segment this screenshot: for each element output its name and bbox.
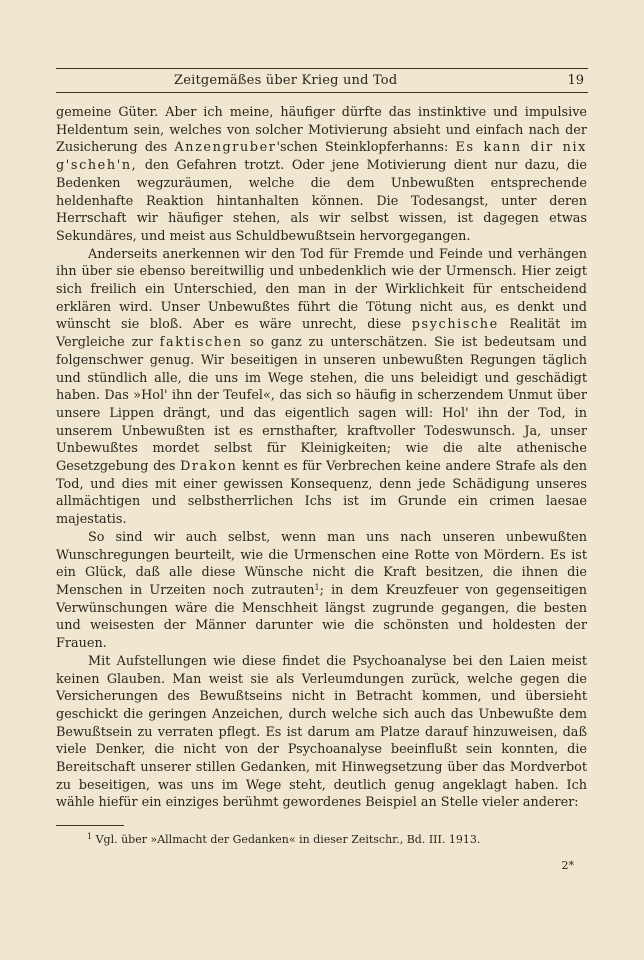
- text-run: Realität im Vergleiche zur: [56, 317, 587, 351]
- text-run: 'schen Steinklopferhanns:: [276, 140, 449, 156]
- paragraph-1: [56, 104, 587, 246]
- paragraph-3: [56, 529, 587, 653]
- paragraph-4: [56, 653, 587, 812]
- footnote-mark: 1: [87, 832, 93, 841]
- footnote-reference[interactable]: 1: [314, 582, 320, 592]
- text-run: den Gefahren trotzt. Oder jene Motivierung dient nur dazu, die Bedenken wegzuräumen, welche die dem Unbewußten entsprechende heldenhafte Reaktion hintanhalten können. Die Todesangst, unter deren Herrschaft wir häufiger stehen, als wir selbst wissen, ist dagegen etwas Sekundäres, und meist aus Schuldbewußtsein hervorgegangen.: [56, 158, 587, 244]
- spaced-word: faktischen: [159, 335, 243, 351]
- spaced-word: psychische: [411, 317, 499, 333]
- text-run: Mit Aufstellungen wie diese findet die Psychoanalyse bei den Laien meist keinen Glauben. Man weist sie als Verleumdungen zurück, welche gegen die Versicherungen des Bewußtseins nicht in Betracht kommen, und übersieht geschickt die geringen Anzeichen, durch welche sich auch das Unbewußte dem Bewußtsein zu verraten pflegt. Es ist darum am Platze darauf hinzuweisen, daß viele Denker, die nicht von der Psychoanalyse beeinflußt sein konnten, die Bereitschaft unserer stillen Gedanken, mit Hinwegsetzung über das Mordverbot zu beseitigen, was uns im Wege steht, deutlich genug angeklagt haben. Ich wähle hiefür ein einziges berühmt gewordenes Beispiel an Stelle vieler anderer:: [56, 653, 587, 811]
- body-text: [56, 104, 587, 812]
- text-run: So sind wir auch selbst, wenn man uns nach unseren unbewußten Wunschregungen beurteilt, wie die Urmenschen eine Rotte von Mördern. Es ist ein Glück, daß alle diese Wünsche nicht die Kraft besitzen, die ihnen die Menschen in Urzeiten noch zutrauten: [56, 529, 587, 598]
- page-number: 19: [567, 73, 584, 88]
- paragraph-2: [56, 246, 587, 529]
- spaced-name: Drakon: [180, 459, 238, 475]
- text-run: ; in dem Kreuzfeuer von gegenseitigen Verwünschungen wäre die Menschheit längst zugrunde gegangen, die besten und weisesten der Männer darunter wie die schönsten und holdesten der Frauen.: [56, 582, 587, 652]
- top-rule: [56, 68, 588, 69]
- footnote-rule: [56, 825, 124, 826]
- text-run: gemeine Güter. Aber ich meine, häufiger dürfte das instinktive und impulsive Heldentum sein, welches von solcher Motivierung absieht und einfach nach der Zusicherung des: [56, 105, 587, 156]
- text-run: Anderseits anerkennen wir den Tod für Fremde und Feinde und verhängen ihn über sie ebenso bereitwillig und unbedenklich wie der Urmensch. Hier zeigt sich freilich ein Unterschied, den man in der Wirklichkeit für entscheidend erklären wird. Unser Unbewußtes führt die Tötung nicht aus, es denkt und wünscht sie bloß. Aber es wäre unrecht, diese: [56, 246, 587, 333]
- text-run: so ganz zu unterschätzen. Sie ist bedeutsam und folgenschwer genug. Wir beseitigen in unseren unbewußten Regungen täglich und stündlich alle, die uns im Wege stehen, die uns beleidigt und geschädigt haben. Das »Hol' ihn der Teufel«, das sich so häufig in scherzendem Unmut über unsere Lippen drängt, und das eigentlich sagen will: Hol' ihn der Tod, in unserem Unbewußten ist es ernsthafter, kraftvoller Todeswunsch. Ja, unser Unbewußtes mordet selbst für Kleinigkeiten; wie die alte athenische Gesetzgebung des: [56, 335, 587, 475]
- header-rule: [56, 92, 588, 93]
- footnote: [87, 833, 587, 847]
- text-run: kennt es für Verbrechen keine andere Strafe als den Tod, und dies mit einer gewissen Konsequenz, denn jede Schädigung unseres allmächtigen und selbstherrlichen Ichs ist im Grunde ein crimen laesae majestatis.: [56, 459, 587, 528]
- spaced-quote: Es kann dir nix g'scheh'n,: [56, 140, 587, 174]
- footnote-text: Vgl. über »Allmacht der Gedanken« in dieser Zeitschr., Bd. III. 1913.: [95, 833, 481, 846]
- printer-signature: 2*: [561, 859, 574, 872]
- running-title: Zeitgemäßes über Krieg und Tod: [174, 73, 398, 88]
- spaced-name: Anzengruber: [174, 140, 277, 156]
